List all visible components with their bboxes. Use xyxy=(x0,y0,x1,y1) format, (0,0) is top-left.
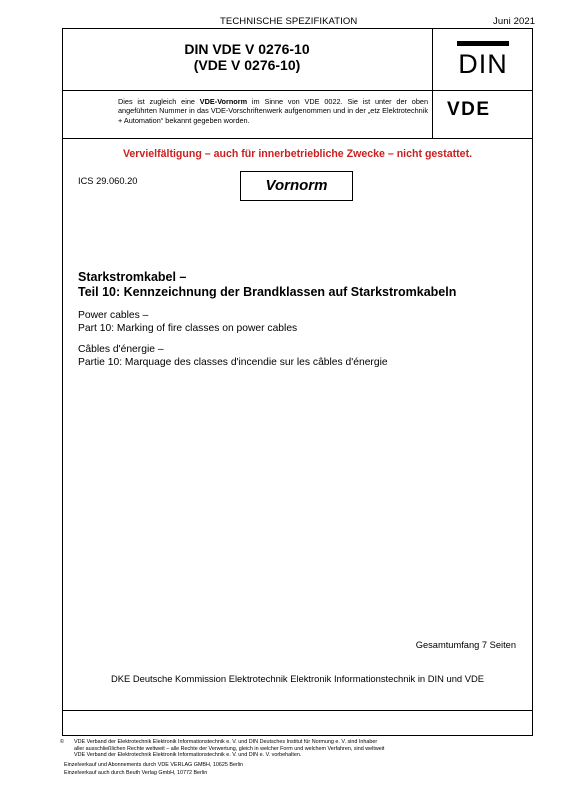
din-logo xyxy=(456,40,510,80)
title-german: Starkstromkabel – Teil 10: Kennzeichnung der Brandklassen auf Starkstromkabeln xyxy=(78,270,457,299)
vde-note: Dies ist zugleich eine VDE-Vornorm im Sinne von VDE 0022. Sie ist unter der oben angeführten Nummer in das VDE-Vorschriftenwerk aufgenommen und in der „etz Elektrotechnik + Automation“ bekannt gegeben worden. xyxy=(118,97,429,125)
dke-line: DKE Deutsche Kommission Elektrotechnik Elektronik Informationstechnik in DIN und VDE xyxy=(110,673,485,684)
title-french: Câbles d'énergie – Partie 10: Marquage des classes d'incendie sur les câbles d'énergie xyxy=(78,344,388,368)
document-date: Juni 2021 xyxy=(493,16,536,27)
vde-logo: VDE xyxy=(447,99,491,120)
divider-header xyxy=(62,90,533,91)
din-logo-text: DIN xyxy=(458,49,508,79)
cover-frame xyxy=(62,28,533,736)
copyright-notice: © VDE Verband der Elektrotechnik Elektronik Informationstechnik e. V. und DIN Deutsches Institut für Normung e. V. sind Inhaber aller ausschließlichen Rechte weltweit – alle Rechte der Verwertung, gleich in welcher Form und welchem Verfahren, sind weltweit VDE Verband der Elektrotechnik Elektronik Informationstechnik e. V. und DIN e. V. vorbehalten. xyxy=(60,739,385,759)
sales-vde: Einzelverkauf und Abonnements durch VDE VERLAG GMBH, 10625 Berlin xyxy=(64,762,244,768)
sales-beuth: Einzelverkauf auch durch Beuth Verlag GmbH, 10772 Berlin xyxy=(64,770,208,776)
vornorm-badge: Vornorm xyxy=(240,171,353,201)
divider-logo-column xyxy=(432,28,433,138)
title-english: Power cables – Part 10: Marking of fire classes on power cables xyxy=(78,310,298,334)
reproduction-warning: Vervielfältigung – auch für innerbetriebliche Zwecke – nicht gestattet. xyxy=(122,148,473,160)
ics-code: ICS 29.060.20 xyxy=(78,176,138,186)
document-number-vde: (VDE V 0276-10) xyxy=(193,57,301,73)
total-pages: Gesamtumfang 7 Seiten xyxy=(415,640,516,650)
divider-footer xyxy=(62,710,533,711)
divider-note xyxy=(62,138,533,139)
copyright-symbol: © xyxy=(60,739,64,745)
document-number: DIN VDE V 0276-10 xyxy=(184,41,310,57)
document-category: TECHNISCHE SPEZIFIKATION xyxy=(220,16,358,27)
